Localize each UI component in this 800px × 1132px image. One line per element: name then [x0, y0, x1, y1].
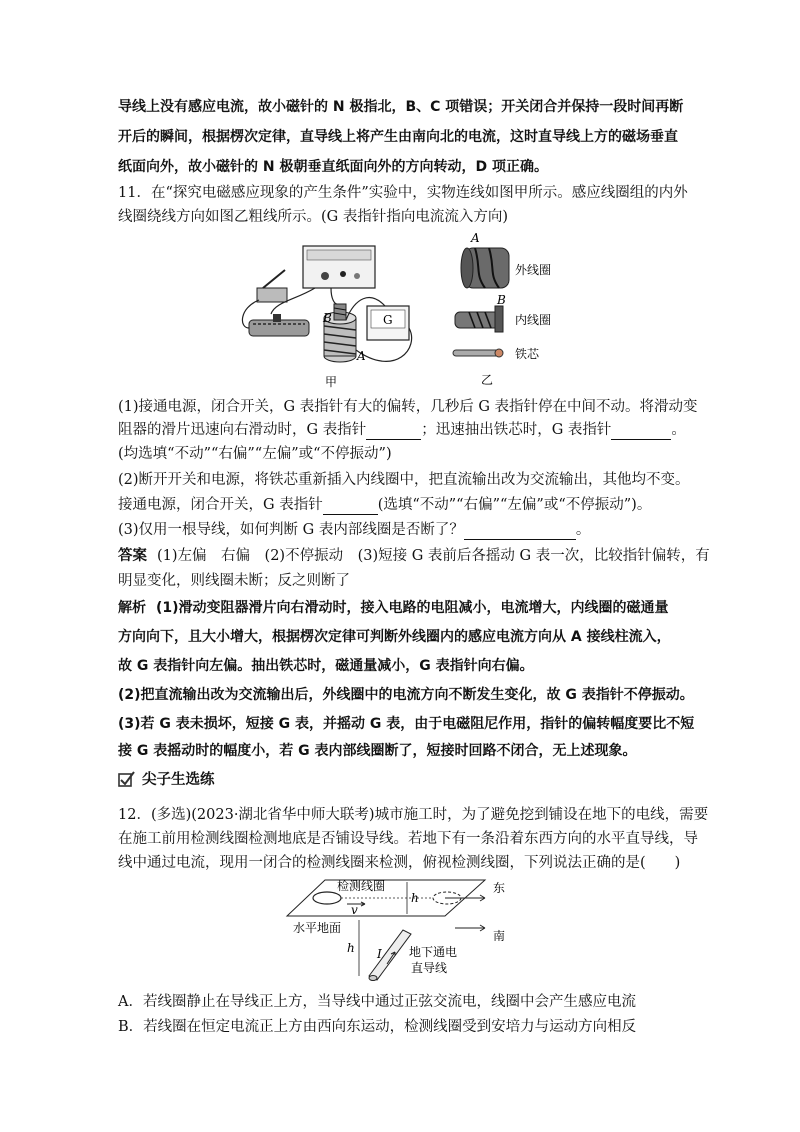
q11-analysis-line-2: 方向向下，且大小增大，根据楞次定律可判断外线圈内的感应电流方向从 A 接线柱流入，	[118, 629, 671, 645]
q11-part3-text: (3)仅用一根导线，如何判断 G 表内部线圈是否断了？	[118, 522, 464, 538]
q11-blank-4[interactable]	[464, 523, 576, 540]
fig-yi-outer-label: 外线圈	[515, 263, 552, 277]
q11-stem-1: 11．在“探究电磁感应现象的产生条件”实验中，实物连线如图甲所示。感应线圈组的内外	[118, 185, 688, 201]
fig12-south-label: 南	[493, 929, 506, 943]
fig-yi-inner-label: 内线圈	[515, 313, 552, 327]
fig-jia-label-G: G	[383, 313, 393, 327]
fig-yi-core-label: 铁芯	[515, 347, 540, 361]
answer-label: 答案	[118, 548, 147, 564]
q12-option-B: B．若线圈在恒定电流正上方由西向东运动，检测线圈受到安培力与运动方向相反	[118, 1019, 637, 1035]
figure-yi-coils	[445, 230, 575, 390]
q11-blank-1[interactable]	[366, 423, 421, 440]
figure-detection-coil	[285, 876, 525, 986]
q11-part1-line-1: (1)接通电源，闭合开关，G 表指针有大的偏转，几秒后 G 表指针停在中间不动。将滑动变	[118, 399, 698, 415]
fig12-wire-label-1: 地下通电	[409, 945, 458, 959]
solution10-line-1: 导线上没有感应电流，故小磁针的 N 极指北，B、C 项错误；开关闭合并保持一段时间再断	[118, 99, 684, 115]
checkbox-icon	[118, 771, 136, 787]
analysis-text-1: (1)滑动变阻器滑片向右滑动时，接入电路的电阻减小，电流增大，内线圈的磁通量	[156, 600, 669, 616]
fig12-east-label: 东	[493, 881, 506, 895]
q12-line-1: 12．(多选)(2023·湖北省华中师大联考)城市施工时，为了避免挖到铺设在地下的电线，需要	[118, 807, 709, 823]
q11-blank-2[interactable]	[611, 423, 671, 440]
q11-analysis-line-1	[118, 598, 683, 618]
fig12-I-label: I	[377, 947, 382, 961]
solution10-line-2: 开后的瞬间，根据楞次定律，直导线上将产生由南向北的电流，这时直导线上方的磁场垂直	[118, 129, 678, 145]
fig-jia-label-A: A	[357, 349, 366, 363]
q11-stem-2: 线圈绕线方向如图乙粗线所示。(G 表指针指向电流流入方向)	[118, 209, 509, 225]
fig12-ground-label: 水平地面	[293, 921, 342, 935]
q11-part1-text-b: ；迅速抽出铁芯时，G 表指针	[421, 422, 612, 438]
q11-answer-line-2: 明显变化，则线圈未断；反之则断了	[118, 573, 350, 589]
answer-text-1: (1)左偏 右偏 (2)不停振动 (3)短接 G 表前后各摇动 G 表一次，比较指针偏转，有	[157, 548, 710, 564]
q12-option-A: A．若线圈静止在导线正上方，当导线中通过正弦交流电，线圈中会产生感应电流	[118, 994, 636, 1010]
q11-part2-line-2	[118, 495, 683, 515]
fig-yi-label-A: A	[471, 231, 480, 245]
fig-jia-caption: 甲	[325, 375, 338, 389]
q11-analysis-line-5: (3)若 G 表未损坏，短接 G 表，并摇动 G 表，由于电磁阻尼作用，指针的偏转幅度要比不短	[118, 716, 695, 732]
fig-jia-label-B: B	[323, 311, 332, 325]
q11-part3-line	[118, 520, 683, 540]
figure-jia-circuit	[235, 238, 425, 393]
q11-analysis-line-4: (2)把直流输出改为交流输出后，外线圈中的电流方向不断发生变化，故 G 表指针不停振动。	[118, 687, 694, 703]
q11-analysis-line-6: 接 G 表摇动时的幅度小，若 G 表内部线圈断了，短接时回路不闭合，无上述现象。	[118, 743, 637, 759]
q11-analysis-line-3: 故 G 表指针向左偏。抽出铁芯时，磁通量减小，G 表指针向右偏。	[118, 658, 534, 674]
q11-part1-text-a: 阻器的滑片迅速向右滑动时，G 表指针	[118, 422, 367, 438]
q11-part1-line-3: (均选填“不动”“右偏”“左偏”或“不停振动”)	[118, 446, 392, 462]
q11-part3-end: 。	[575, 522, 591, 538]
q12-line-3: 线中通过电流，现用一闭合的检测线圈来检测，俯视检测线圈，下列说法正确的是( )	[118, 855, 681, 871]
section-header	[118, 768, 215, 789]
fig12-v-label: v	[351, 903, 358, 917]
q12-line-2: 在施工前用检测线圈检测地底是否铺设导线。若地下有一条沿着东西方向的水平直导线，导	[118, 831, 698, 847]
fig-yi-label-B: B	[497, 293, 506, 307]
q11-part1-line-2	[118, 420, 686, 440]
q11-part2-text-b: (选填“不动”“右偏”“左偏”或“不停振动”)。	[377, 497, 652, 513]
fig-yi-caption: 乙	[481, 373, 494, 387]
analysis-label: 解析	[118, 600, 146, 616]
fig12-h-label-top: h	[411, 891, 419, 905]
q11-part1-text-c: 。	[671, 422, 686, 438]
solution10-line-3: 纸面向外，故小磁针的 N 极朝垂直纸面向外的方向转动，D 项正确。	[118, 159, 548, 175]
q11-part2-line-1: (2)断开开关和电源，将铁芯重新插入内线圈中，把直流输出改为交流输出，其他均不变。	[118, 472, 690, 488]
q11-part2-text-a: 接通电源，闭合开关，G 表指针	[118, 497, 323, 513]
q11-blank-3[interactable]	[323, 498, 378, 515]
fig12-h-label-bottom: h	[347, 941, 355, 955]
q11-answer-line-1	[118, 546, 710, 566]
fig12-coil-label: 检测线圈	[337, 879, 386, 893]
section-title: 尖子生选练	[142, 772, 215, 788]
fig12-wire-label-2: 直导线	[411, 961, 448, 975]
